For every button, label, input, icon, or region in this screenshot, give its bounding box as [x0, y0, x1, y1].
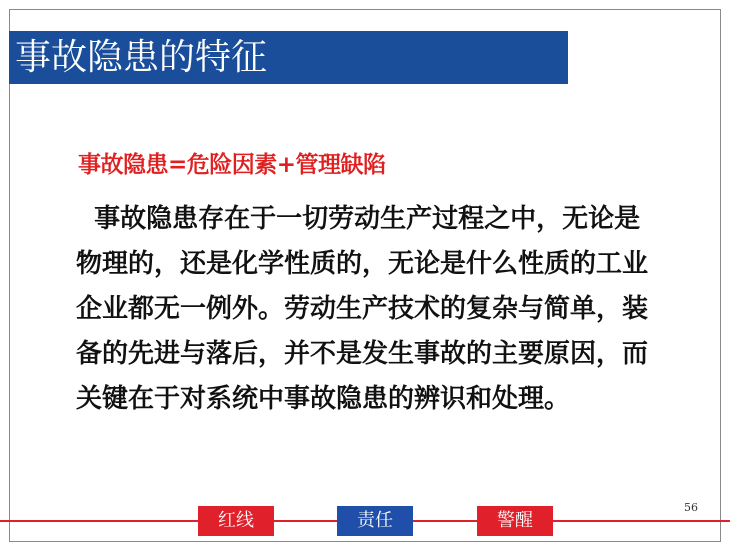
body-paragraph — [76, 197, 676, 422]
tag-red-line: 红线 — [198, 506, 274, 536]
slide-title: 事故隐患的特征 — [15, 37, 268, 78]
body-line: 企业都无一例外。劳动生产技术的复杂与简单，装 — [76, 294, 649, 324]
body-line: 事故隐患存在于一切劳动生产过程之中，无论是 — [76, 204, 641, 234]
page-number: 56 — [684, 501, 698, 514]
body-line: 物理的，还是化学性质的，无论是什么性质的工业 — [76, 249, 649, 279]
body-line: 备的先进与落后，并不是发生事故的主要原因，而 — [76, 339, 649, 369]
tag-alert: 警醒 — [477, 506, 553, 536]
tag-responsibility: 责任 — [337, 506, 413, 536]
body-line: 关键在于对系统中事故隐患的辨识和处理。 — [76, 384, 571, 414]
slide-subtitle: 事故隐患=危险因素+管理缺陷 — [78, 152, 386, 178]
